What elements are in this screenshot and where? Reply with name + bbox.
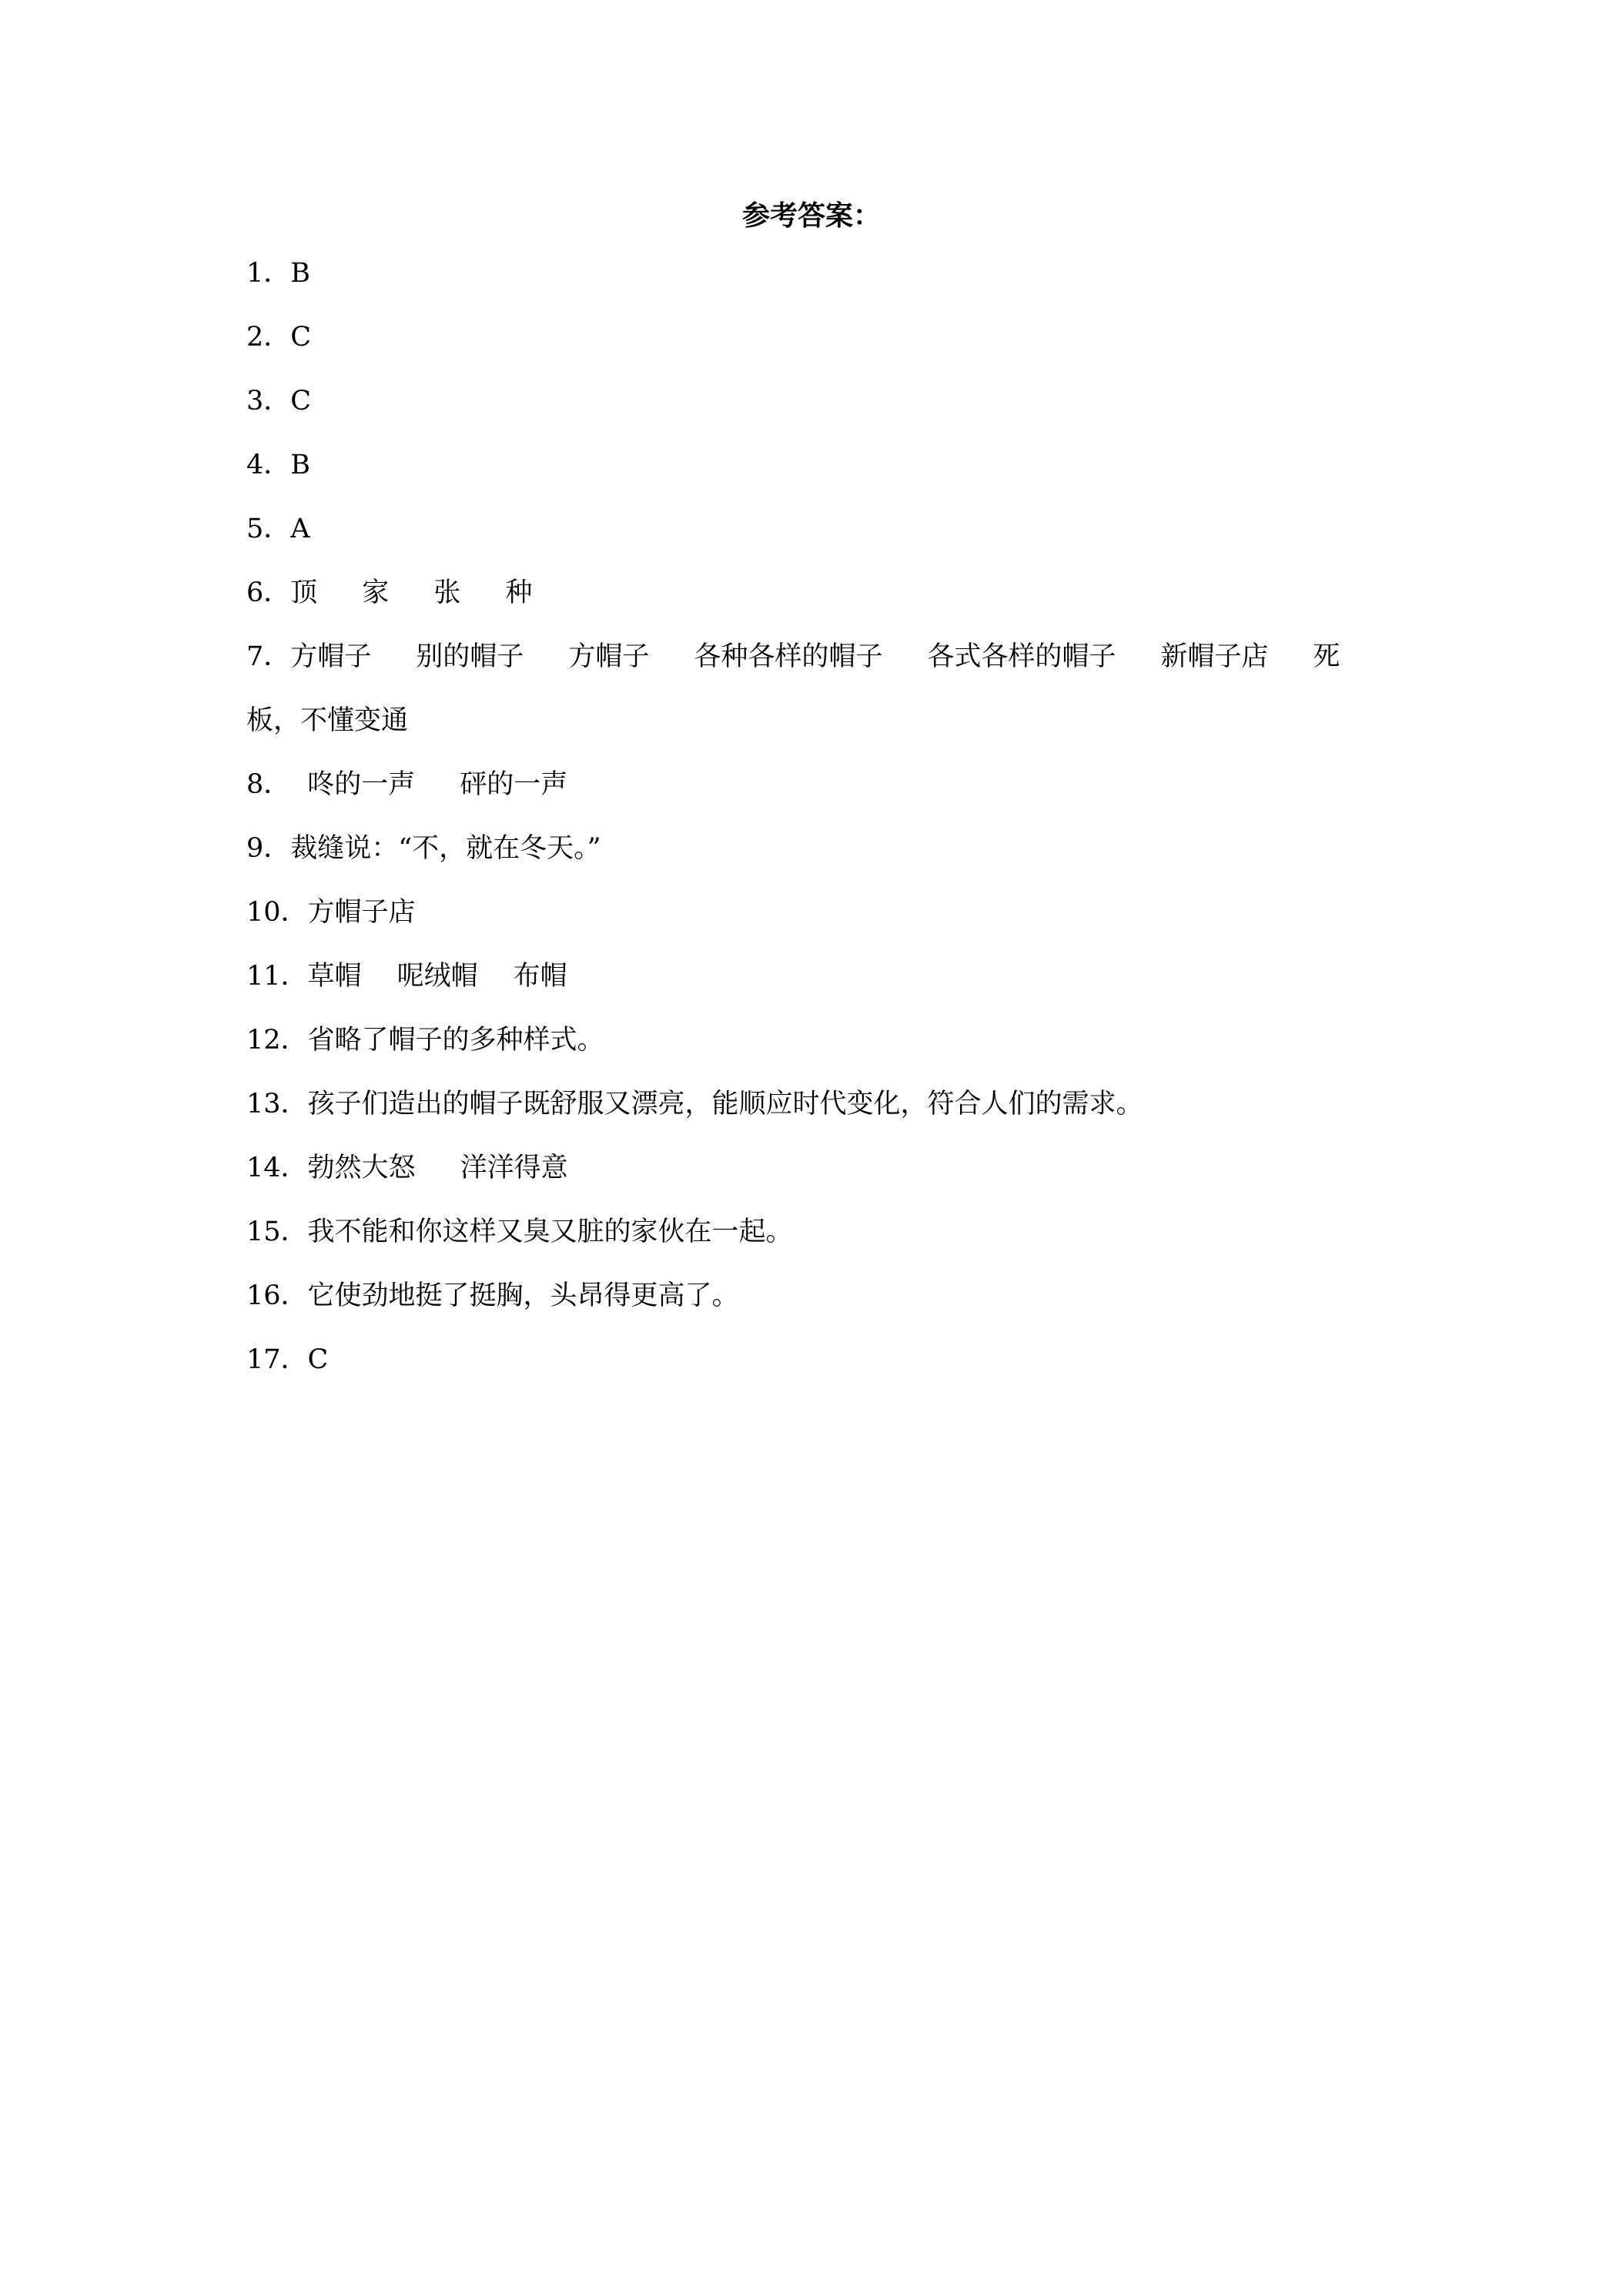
answer-number: 4． — [246, 450, 291, 480]
answer-part: 各种各样的帽子 — [694, 641, 883, 672]
answer-item-5 — [246, 510, 1386, 548]
page-title: 参考答案： — [741, 200, 881, 232]
answer-item-6 — [246, 574, 1386, 612]
answer-text: 裁缝说：“不，就在冬天。” — [290, 833, 601, 864]
answer-part: 方帽子 — [568, 641, 650, 672]
answer-item-1 — [246, 254, 1386, 293]
answer-part: 种 — [505, 577, 533, 608]
answer-number: 13． — [246, 1089, 308, 1120]
answer-text: 孩子们造出的帽子既舒服又漂亮，能顺应时代变化，符合人们的需求。 — [307, 1089, 1143, 1120]
answer-item-14 — [246, 1149, 1386, 1187]
answer-number: 7． — [246, 641, 291, 672]
answer-text: C — [290, 386, 312, 417]
answer-text: B — [290, 450, 311, 480]
answer-text: C — [307, 1344, 329, 1375]
answer-part: 张 — [433, 577, 461, 608]
answer-number: 9． — [246, 833, 291, 864]
answer-part: 死 — [1313, 641, 1340, 672]
answer-item-8 — [246, 765, 1386, 804]
answer-item-15 — [246, 1213, 1386, 1251]
answer-part: 方帽子 — [290, 641, 372, 672]
answer-number: 17． — [246, 1344, 308, 1375]
answer-item-11 — [246, 957, 1386, 996]
answer-item-9 — [246, 829, 1386, 868]
answer-text: 方帽子店 — [307, 897, 416, 928]
answer-number: 16． — [246, 1280, 308, 1311]
answer-text: 它使劲地挺了挺胸，头昂得更高了。 — [307, 1280, 739, 1311]
answer-item-17 — [246, 1340, 1386, 1379]
answer-item-7 — [246, 638, 1386, 740]
answer-item-13 — [246, 1085, 1386, 1123]
answer-number: 10． — [246, 897, 308, 928]
answer-part: 布帽 — [513, 961, 567, 992]
answer-number: 2． — [246, 322, 291, 353]
answer-item-12 — [246, 1021, 1386, 1059]
answer-text: 我不能和你这样又臭又脏的家伙在一起。 — [307, 1217, 793, 1247]
answer-text: B — [290, 258, 311, 289]
answer-number: 11． — [246, 961, 308, 992]
answer-part: 顶 — [290, 577, 318, 608]
answer-number: 5． — [246, 514, 291, 544]
answer-part: 新帽子店 — [1160, 641, 1269, 672]
answer-part: 家 — [362, 577, 390, 608]
answer-part: 洋洋得意 — [460, 1153, 568, 1183]
answer-part: 草帽 — [307, 961, 362, 992]
answer-item-10 — [246, 893, 1386, 932]
answer-number: 1． — [246, 258, 291, 289]
answer-part: 呢绒帽 — [397, 961, 478, 992]
answer-part: 砰的一声 — [460, 769, 568, 800]
answer-number: 8． — [246, 769, 291, 800]
answer-item-2 — [246, 318, 1386, 356]
answer-number: 12． — [246, 1025, 308, 1056]
answer-text: C — [290, 322, 312, 353]
answer-number: 3． — [246, 386, 291, 417]
answer-continuation: 板，不懂变通 — [246, 705, 409, 736]
answer-part: 各式各样的帽子 — [927, 641, 1116, 672]
answer-part: 勃然大怒 — [307, 1153, 416, 1183]
answer-number: 14． — [246, 1153, 308, 1183]
answer-item-16 — [246, 1277, 1386, 1315]
answer-part: 别的帽子 — [416, 641, 524, 672]
answer-list — [246, 254, 1386, 1404]
answer-text: A — [290, 514, 310, 544]
answer-number: 15． — [246, 1217, 308, 1247]
answer-item-4 — [246, 446, 1386, 484]
answer-text: 省略了帽子的多种样式。 — [307, 1025, 604, 1056]
answer-number: 6． — [246, 577, 291, 608]
answer-item-3 — [246, 382, 1386, 420]
answer-part: 咚的一声 — [307, 769, 416, 800]
